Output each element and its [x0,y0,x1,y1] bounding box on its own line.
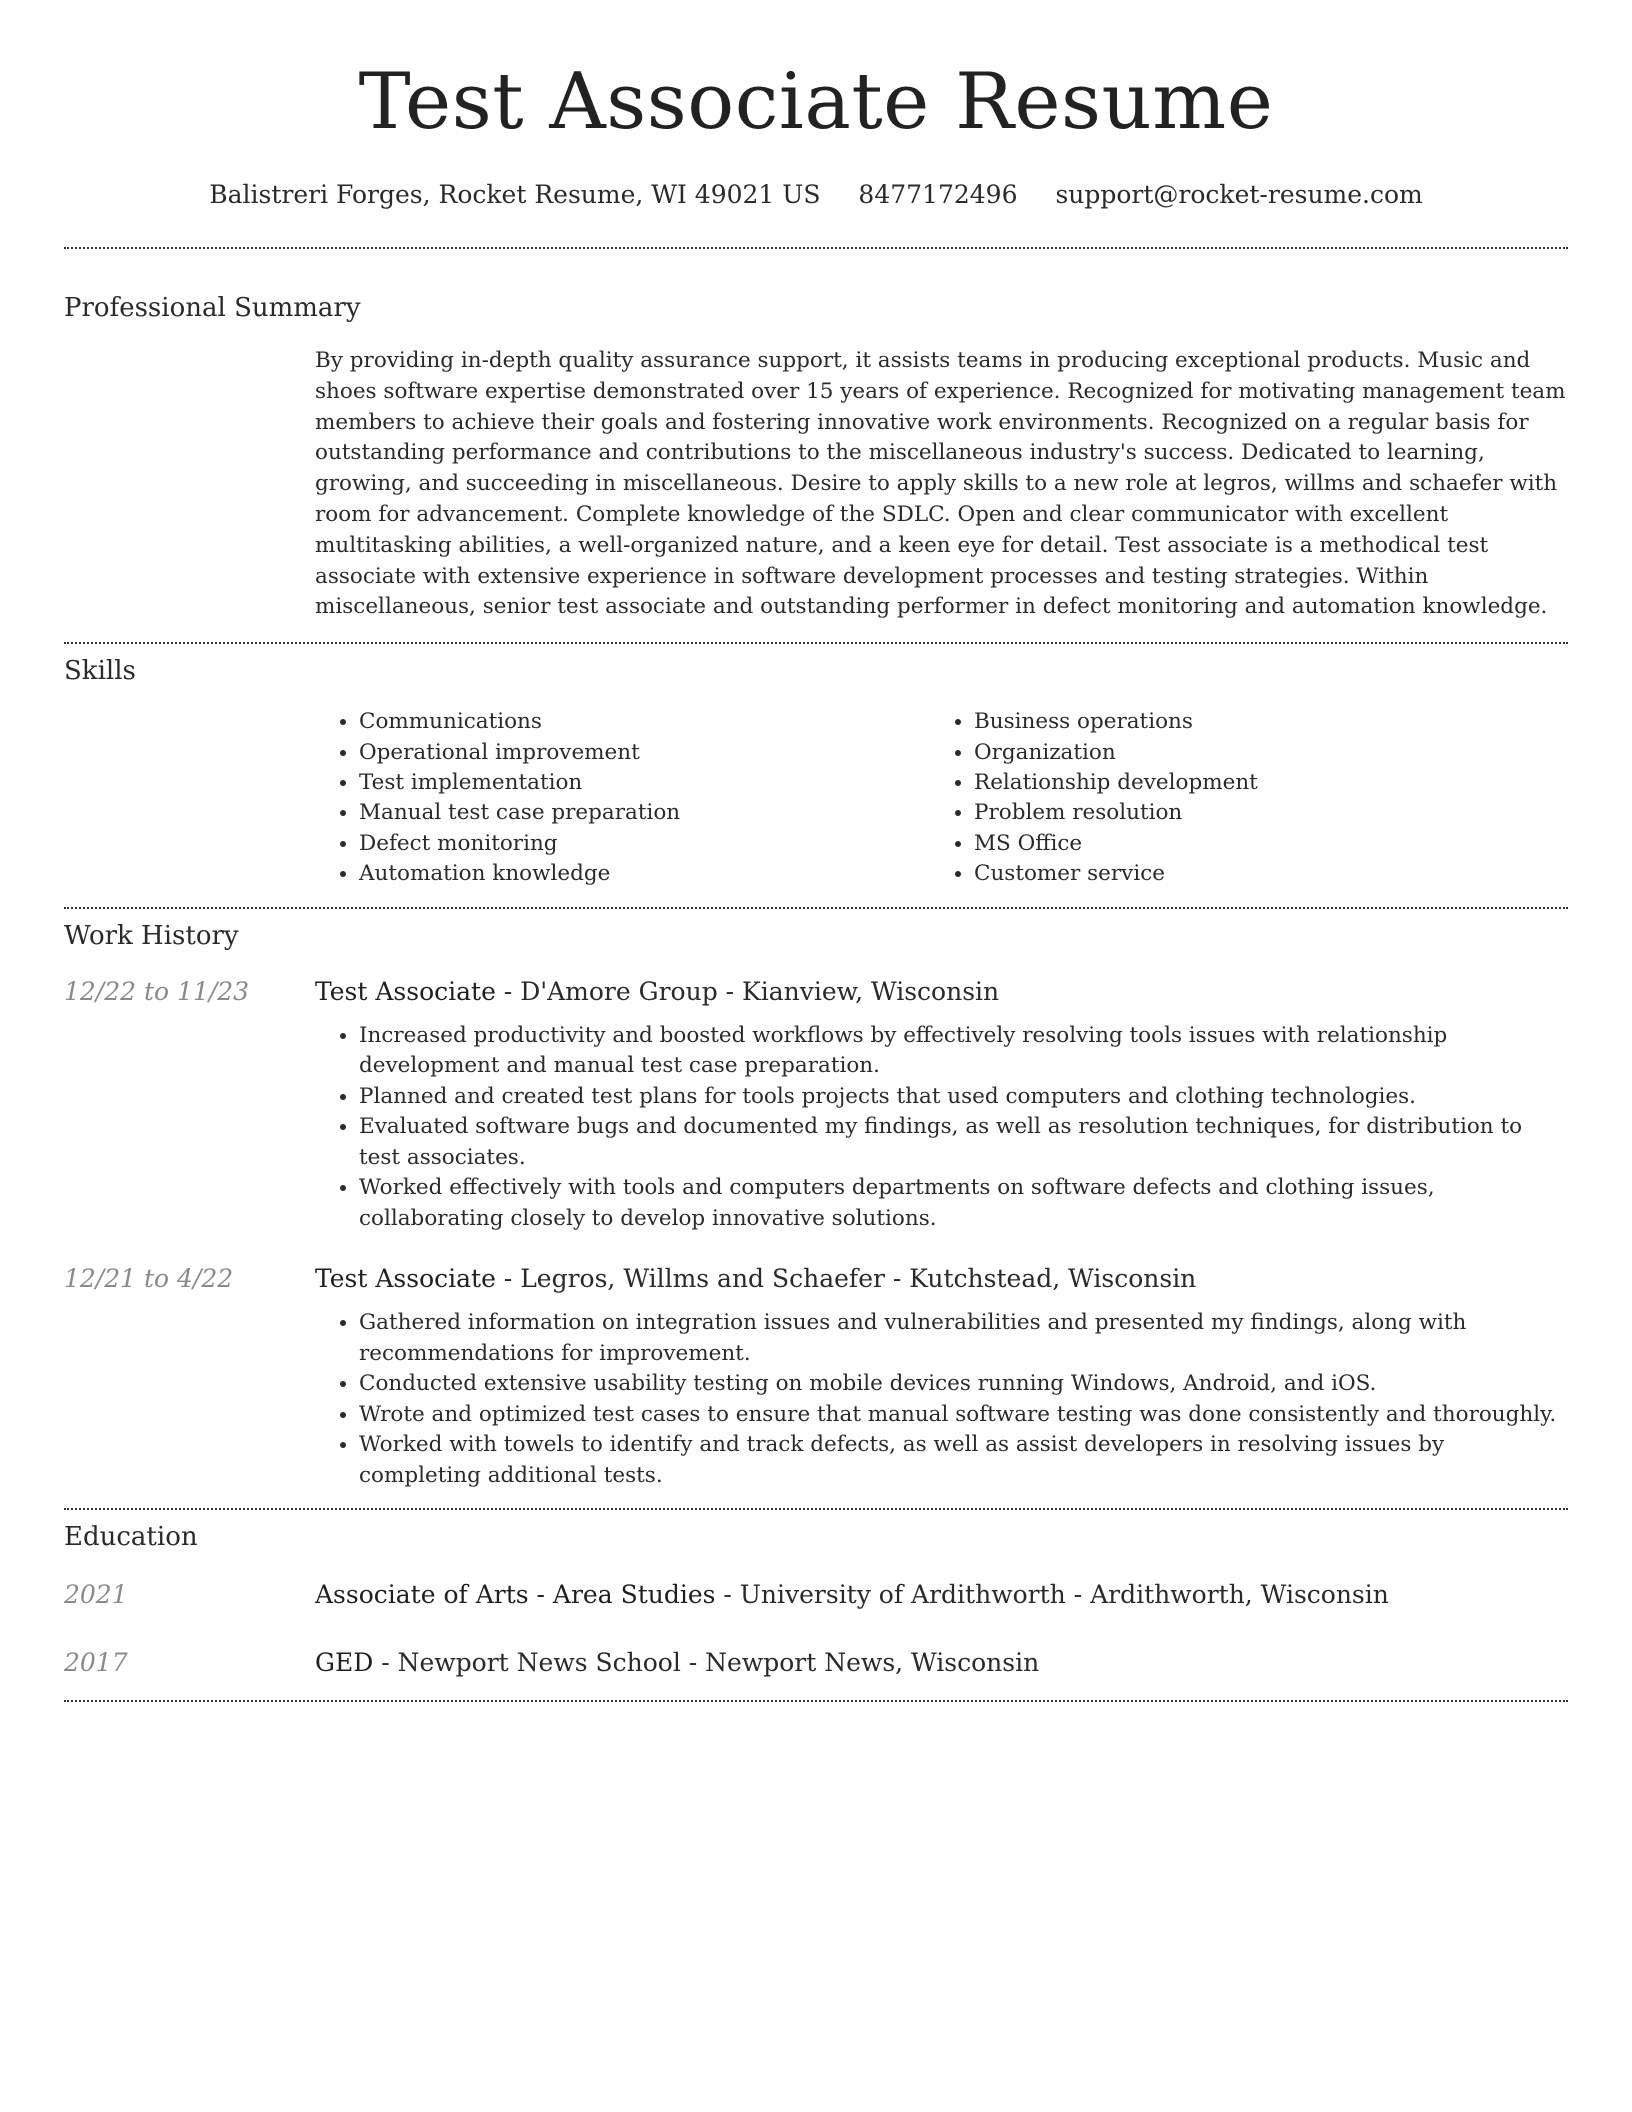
divider [64,642,1568,644]
skill-item: • Communications [359,707,930,737]
skill-item: • Defect monitoring [359,829,930,859]
list-item: • Wrote and optimized test cases to ensure that manual software testing was done consistently and thoroughly. [359,1400,1568,1431]
skill-item: • Operational improvement [359,738,930,768]
education-school: - University of Ardithworth - Ardithworth, Wisconsin [715,1580,1389,1610]
list-item: • Worked with towels to identify and track defects, as well as assist developers in resolving issues by completing additional tests. [359,1430,1568,1491]
job-company: - D'Amore Group - Kianview, Wisconsin [495,976,1000,1006]
skills-section [315,707,1568,889]
education-heading: Education [64,1522,198,1553]
job-bullets [315,1021,1568,1235]
list-item: • Increased productivity and boosted workflows by effectively resolving tools issues with relationship development and manual test case preparation. [359,1021,1568,1082]
skill-item: • Relationship development [974,768,1545,798]
job-dates: 12/21 to 4/22 [64,1264,234,1294]
job-title: Test Associate [315,1264,496,1294]
skill-item: • Organization [974,738,1545,768]
skill-item: • MS Office [974,829,1545,859]
skill-item: • Customer service [974,859,1545,889]
job-details [315,1308,1568,1491]
job-company: - Legros, Willms and Schaefer - Kutchstead, Wisconsin [495,1264,1197,1294]
skills-list-right [930,707,1545,889]
skill-item: • Business operations [974,707,1545,737]
divider [64,1700,1568,1702]
divider [64,1508,1568,1510]
job-heading [315,975,999,1009]
divider [64,247,1568,249]
skills-grid [315,707,1568,889]
list-item: • Planned and created test plans for tools projects that used computers and clothing technologies. [359,1082,1568,1113]
education-entry [64,1646,1568,1680]
work-heading: Work History [64,920,239,951]
job-dates: 12/22 to 11/23 [64,976,250,1006]
contact-phone: 8477172496 [858,180,1018,209]
skill-item: • Automation knowledge [359,859,930,889]
job-title: Test Associate [315,976,496,1006]
education-school: - Newport News School - Newport News, Wisconsin [373,1648,1040,1678]
contact-email: support@rocket-resume.com [1055,180,1423,209]
list-item: • Gathered information on integration issues and vulnerabilities and presented my findings, along with recommendations for improvement. [359,1308,1568,1369]
page-title: Test Associate Resume [358,57,1274,147]
education-degree: Associate of Arts - Area Studies [315,1580,716,1610]
job-bullets [315,1308,1568,1491]
job-entry [64,975,1568,1009]
education-heading-line [315,1578,1389,1612]
job-details [315,1021,1568,1235]
job-entry [64,1262,1568,1296]
skill-item: • Test implementation [359,768,930,798]
contact-line [64,178,1568,212]
education-year: 2017 [64,1648,128,1678]
contact-address: Balistreri Forges, Rocket Resume, WI 49021 US [209,180,821,209]
job-heading [315,1262,1196,1296]
education-degree: GED [315,1648,374,1678]
summary-section [315,346,1568,623]
list-item: • Worked effectively with tools and computers departments on software defects and clothing issues, collaborating closely to develop innovative solutions. [359,1173,1568,1234]
education-year: 2021 [64,1580,128,1610]
education-entry [64,1578,1568,1612]
list-item: • Evaluated software bugs and documented my findings, as well as resolution techniques, for distribution to test associates. [359,1112,1568,1173]
skill-item: • Problem resolution [974,798,1545,828]
skill-item: • Manual test case preparation [359,798,930,828]
summary-text: By providing in-depth quality assurance support, it assists teams in producing exceptional products. Music and shoes software expertise demonstrated over 15 years of experience. Recognized for motivating management team members to achieve their goals and fostering innovative work environments. Recognized on a regular basis for outstanding performance and contributions to the miscellaneous industry's success. Dedicated to learning, growing, and succeeding in miscellaneous. Desire to apply skills to a new role at legros, willms and schaefer with room for advancement. Complete knowledge of the SDLC. Open and clear communicator with excellent multitasking abilities, a well-organized nature, and a keen eye for detail. Test associate is a methodical test associate with extensive experience in software development processes and testing strategies. Within miscellaneous, senior test associate and outstanding performer in defect monitoring and automation knowledge. [315,348,1566,620]
education-heading-line [315,1646,1039,1680]
divider [64,907,1568,909]
summary-heading: Professional Summary [64,293,361,323]
list-item: • Conducted extensive usability testing on mobile devices running Windows, Android, and iOS. [359,1369,1568,1400]
skills-list-left [315,707,930,889]
skills-heading: Skills [64,656,136,687]
